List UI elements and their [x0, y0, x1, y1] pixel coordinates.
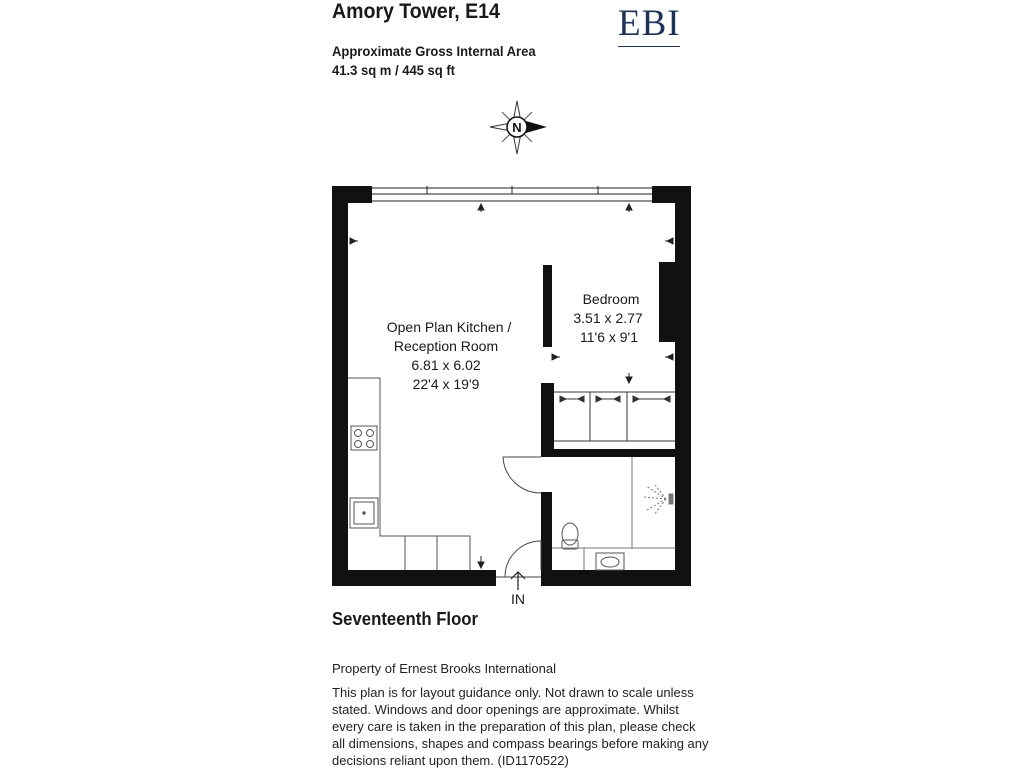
- hob-icon: [351, 426, 377, 450]
- compass-rose-icon: [490, 101, 545, 154]
- entrance-arrow-icon: [511, 572, 525, 590]
- compass-north-label: N: [512, 120, 522, 135]
- reception-name-line2: Reception Room: [393, 338, 499, 354]
- property-owner-note: Property of Ernest Brooks International: [332, 661, 557, 676]
- disclaimer-text: This plan is for layout guidance only. Not drawn to scale unless stated. Windows and door openings are approximate. Whilst every care is taken in the preparation of this plan, please check all dimensions, shapes and compass bearings before making any decisions reliant upon them. (ID1170522): [332, 685, 709, 768]
- entrance-label: IN: [511, 591, 525, 607]
- kitchen-counter: [348, 378, 470, 570]
- exterior-walls: [332, 186, 691, 586]
- reception-room-label: [387, 319, 512, 392]
- logo-text: EBI: [618, 3, 681, 44]
- reception-metric: 6.81 x 6.02: [411, 357, 481, 373]
- kitchen-sink-icon: [350, 498, 378, 528]
- bathroom-door: [503, 457, 541, 493]
- bedroom-name: Bedroom: [582, 291, 640, 307]
- bedroom-label: [573, 291, 642, 345]
- area-value: 41.3 sq m / 445 sq ft: [332, 62, 456, 78]
- bedroom-imperial: 11'6 x 9'1: [579, 329, 639, 345]
- toilet-icon: [562, 523, 578, 549]
- bedroom-metric: 3.51 x 2.77: [573, 310, 643, 326]
- dimension-markers: [350, 204, 673, 568]
- reception-imperial: 22'4 x 19'9: [412, 376, 480, 392]
- washbasin-icon: [596, 553, 624, 570]
- wardrobes: [554, 392, 675, 441]
- top-window: [372, 186, 652, 201]
- floor-label: Seventeenth Floor: [332, 609, 479, 629]
- page-title: Amory Tower, E14: [332, 0, 500, 23]
- entrance-door: [496, 541, 541, 577]
- area-label: Approximate Gross Internal Area: [332, 43, 536, 59]
- reception-name-line1: Open Plan Kitchen /: [386, 319, 512, 335]
